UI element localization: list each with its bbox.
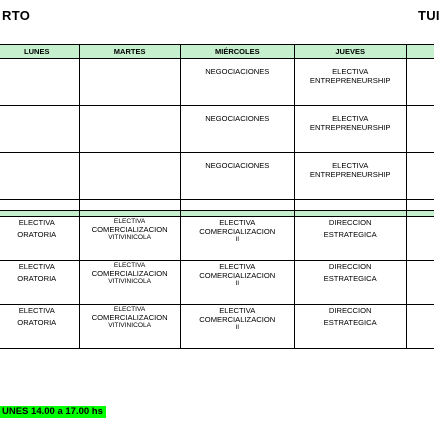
course-label: DIRECCION bbox=[328, 306, 372, 315]
cell-tuesday bbox=[79, 305, 180, 349]
schedule-title-left: RTO bbox=[2, 8, 31, 23]
cell-extra bbox=[406, 153, 434, 200]
course-label: VITIVINICOLA bbox=[108, 278, 152, 285]
column-header-thursday: JUEVES bbox=[294, 45, 406, 59]
course-label: ELECTIVA bbox=[219, 218, 256, 227]
course-label: DIRECCION bbox=[328, 262, 372, 271]
column-header-extra bbox=[406, 45, 434, 59]
header-row bbox=[0, 45, 434, 59]
cell-thursday bbox=[294, 153, 406, 200]
course-label: II bbox=[235, 236, 240, 243]
table-row bbox=[0, 59, 434, 106]
cell-extra bbox=[406, 59, 434, 106]
schedule-hours-note: UNES 14.00 a 17.00 hs bbox=[0, 406, 106, 418]
cell-wednesday bbox=[180, 217, 294, 261]
course-label: COMERCIALIZACION bbox=[91, 225, 168, 234]
course-label: ELECTIVA bbox=[18, 262, 55, 271]
cell-thursday bbox=[294, 106, 406, 153]
course-label: COMERCIALIZACION bbox=[199, 271, 276, 280]
course-label: ELECTIVA bbox=[18, 306, 55, 315]
column-header-tuesday: MARTES bbox=[79, 45, 180, 59]
cell-extra bbox=[406, 261, 434, 305]
cell-monday bbox=[0, 153, 79, 200]
cell-extra bbox=[406, 217, 434, 261]
column-header-wednesday: MIÉRCOLES bbox=[180, 45, 294, 59]
course-label: COMERCIALIZACION bbox=[199, 315, 276, 324]
course-label: II bbox=[235, 324, 240, 331]
schedule-title-right: TUI bbox=[418, 8, 440, 23]
course-label: ELECTIVA bbox=[219, 306, 256, 315]
course-label: VITIVINICOLA bbox=[108, 234, 152, 241]
course-label: DIRECCION bbox=[328, 218, 372, 227]
course-label: II bbox=[235, 280, 240, 287]
cell-tuesday bbox=[79, 217, 180, 261]
course-label: ELECTIVA bbox=[113, 306, 146, 313]
course-label: ENTREPRENEURSHIP bbox=[309, 170, 391, 179]
course-label: ELECTIVA bbox=[18, 218, 55, 227]
cell-wednesday bbox=[180, 261, 294, 305]
course-label: COMERCIALIZACION bbox=[91, 313, 168, 322]
cell-monday bbox=[0, 305, 79, 349]
cell-wednesday bbox=[180, 106, 294, 153]
separator-row bbox=[0, 200, 434, 211]
course-label: NEGOCIACIONES bbox=[205, 114, 270, 123]
cell-tuesday bbox=[79, 59, 180, 106]
course-label: VITIVINICOLA bbox=[108, 322, 152, 329]
table-row bbox=[0, 217, 434, 261]
course-label: ORATORIA bbox=[17, 230, 57, 239]
cell-extra bbox=[406, 305, 434, 349]
schedule-table bbox=[0, 44, 434, 349]
cell-wednesday bbox=[180, 153, 294, 200]
cell-thursday bbox=[294, 261, 406, 305]
course-label: ELECTIVA bbox=[332, 161, 369, 170]
course-label: ESTRATEGICA bbox=[323, 274, 377, 283]
table-row bbox=[0, 305, 434, 349]
cell-thursday bbox=[294, 59, 406, 106]
course-label: COMERCIALIZACION bbox=[91, 269, 168, 278]
course-label: ELECTIVA bbox=[332, 67, 369, 76]
table-row bbox=[0, 261, 434, 305]
course-label: NEGOCIACIONES bbox=[205, 161, 270, 170]
cell-extra bbox=[406, 106, 434, 153]
cell-tuesday bbox=[79, 106, 180, 153]
course-label: ELECTIVA bbox=[219, 262, 256, 271]
course-label: ENTREPRENEURSHIP bbox=[309, 76, 391, 85]
cell-monday bbox=[0, 261, 79, 305]
course-label: ELECTIVA bbox=[113, 262, 146, 269]
course-label: ENTREPRENEURSHIP bbox=[309, 123, 391, 132]
course-label: NEGOCIACIONES bbox=[205, 67, 270, 76]
table-row bbox=[0, 153, 434, 200]
cell-tuesday bbox=[79, 153, 180, 200]
cell-thursday bbox=[294, 305, 406, 349]
course-label: ORATORIA bbox=[17, 318, 57, 327]
table-row bbox=[0, 106, 434, 153]
cell-wednesday bbox=[180, 305, 294, 349]
course-label: ELECTIVA bbox=[113, 218, 146, 225]
cell-monday bbox=[0, 59, 79, 106]
cell-monday bbox=[0, 106, 79, 153]
course-label: ELECTIVA bbox=[332, 114, 369, 123]
cell-tuesday bbox=[79, 261, 180, 305]
column-header-monday: LUNES bbox=[0, 45, 79, 59]
cell-thursday bbox=[294, 217, 406, 261]
cell-wednesday bbox=[180, 59, 294, 106]
cell-monday bbox=[0, 217, 79, 261]
course-label: ORATORIA bbox=[17, 274, 57, 283]
course-label: ESTRATEGICA bbox=[323, 318, 377, 327]
course-label: ESTRATEGICA bbox=[323, 230, 377, 239]
course-label: COMERCIALIZACION bbox=[199, 227, 276, 236]
